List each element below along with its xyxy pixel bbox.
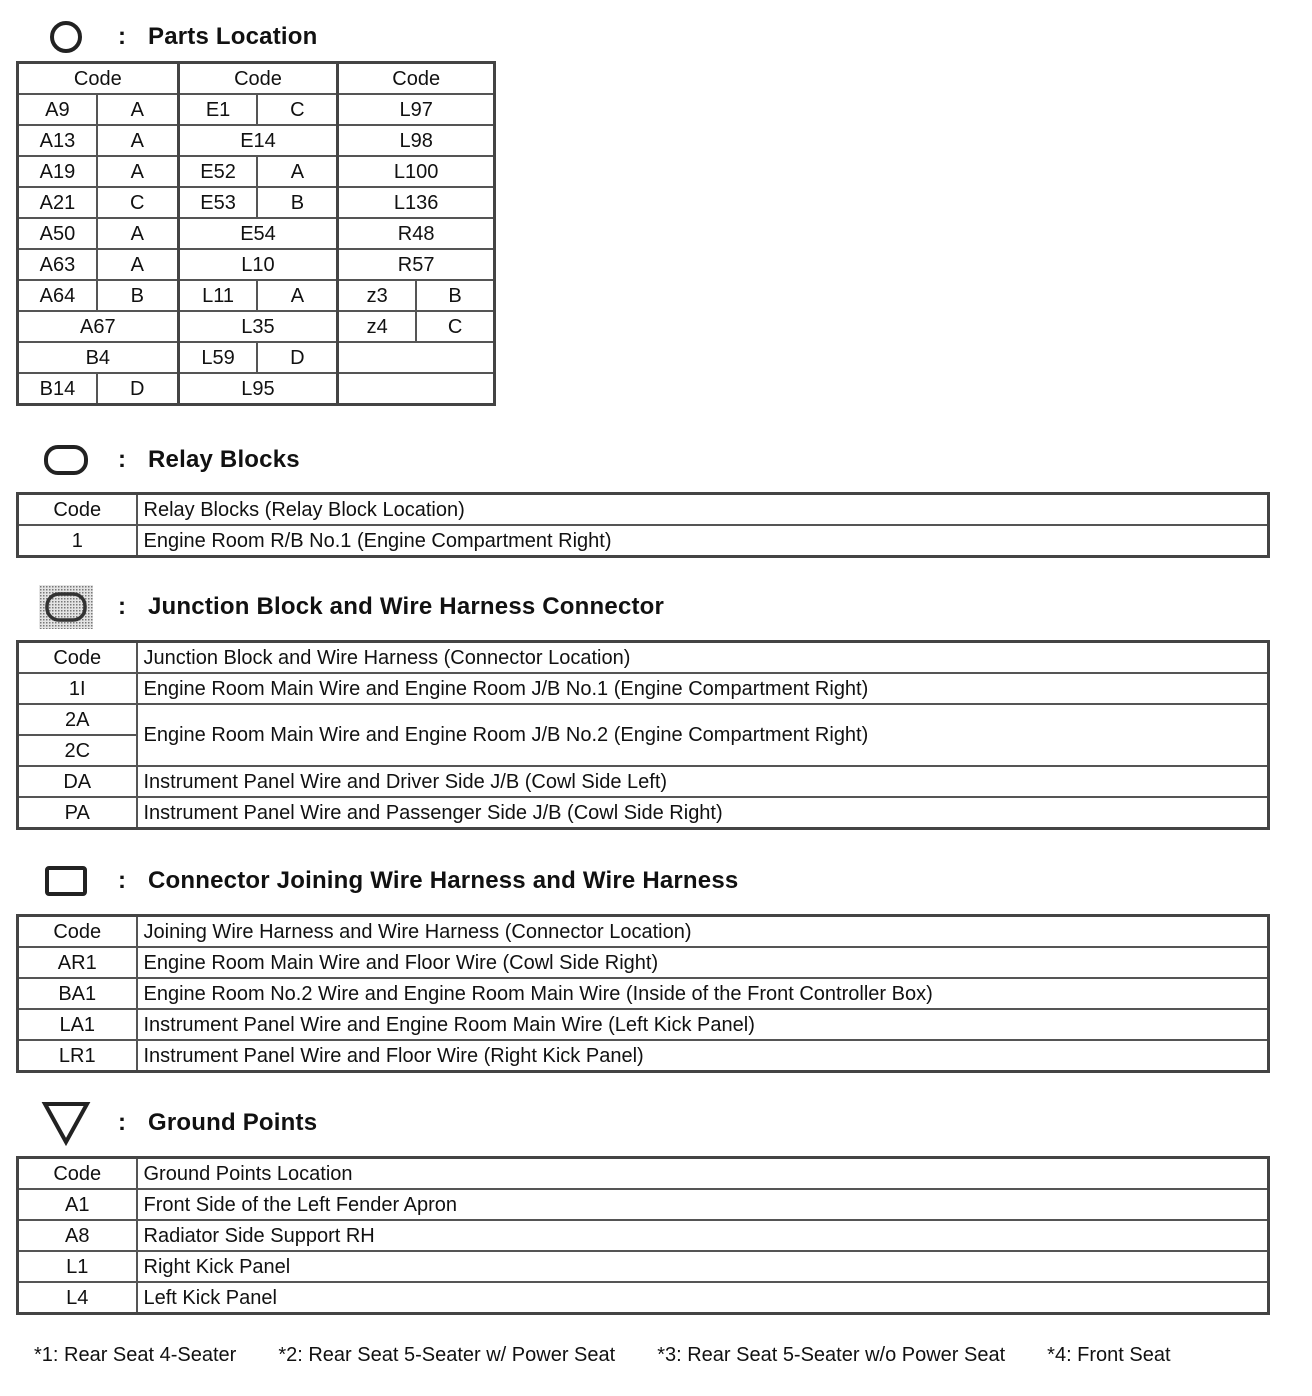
code-cell: B14 <box>18 373 97 405</box>
code-cell: A64 <box>18 280 97 311</box>
location-cell: Instrument Panel Wire and Passenger Side J/B (Cowl Side Right) <box>137 797 1269 829</box>
location-cell: Engine Room No.2 Wire and Engine Room Main Wire (Inside of the Front Controller Box) <box>137 978 1269 1009</box>
ground-points-heading <box>36 1098 317 1148</box>
table-row <box>18 704 1269 735</box>
table-header-row <box>18 642 1269 674</box>
code-cell: L95 <box>178 373 338 405</box>
code-cell: A <box>97 125 178 156</box>
code-cell: B <box>416 280 494 311</box>
parts-location-table <box>16 61 496 406</box>
location-cell: Instrument Panel Wire and Floor Wire (Right Kick Panel) <box>137 1040 1269 1072</box>
header-cell: Code <box>338 63 495 95</box>
table-row <box>18 156 495 187</box>
square-icon <box>36 856 96 906</box>
code-cell: D <box>257 342 337 373</box>
code-cell: A <box>257 156 337 187</box>
code-cell: A <box>257 280 337 311</box>
table-row <box>18 94 495 125</box>
table-header-row <box>18 916 1269 948</box>
location-cell: Right Kick Panel <box>137 1251 1269 1282</box>
header-cell: Joining Wire Harness and Wire Harness (Connector Location) <box>137 916 1269 948</box>
table-row <box>18 342 495 373</box>
code-cell: L136 <box>338 187 495 218</box>
junction-blocks-heading <box>36 582 664 632</box>
table-row <box>18 1251 1269 1282</box>
code-cell: z3 <box>338 280 416 311</box>
table-row <box>18 1040 1269 1072</box>
table-row <box>18 125 495 156</box>
table-row <box>18 280 495 311</box>
header-cell: Ground Points Location <box>137 1158 1269 1190</box>
code-cell: C <box>416 311 494 342</box>
code-cell: LR1 <box>18 1040 137 1072</box>
table-header-row <box>18 63 495 95</box>
code-cell: A <box>97 156 178 187</box>
footnote: *3: Rear Seat 5-Seater w/o Power Seat <box>657 1344 1006 1366</box>
code-cell: C <box>257 94 337 125</box>
code-cell: L4 <box>18 1282 137 1314</box>
heading-colon: : <box>118 446 126 473</box>
table-row <box>18 1189 1269 1220</box>
code-cell: A67 <box>18 311 179 342</box>
footnote: *2: Rear Seat 5-Seater w/ Power Seat <box>278 1344 616 1366</box>
code-cell: BA1 <box>18 978 137 1009</box>
code-cell: A21 <box>18 187 97 218</box>
code-cell: E14 <box>178 125 338 156</box>
code-cell: R57 <box>338 249 495 280</box>
empty-cell <box>338 342 495 373</box>
code-cell: PA <box>18 797 137 829</box>
table-row <box>18 218 495 249</box>
code-cell: A19 <box>18 156 97 187</box>
connectors-heading <box>36 856 738 906</box>
code-cell: E53 <box>178 187 257 218</box>
footnotes <box>34 1344 1294 1367</box>
connectors-table <box>16 914 1270 1073</box>
header-cell: Code <box>18 1158 137 1190</box>
relay-blocks-heading <box>36 435 300 485</box>
location-cell: Engine Room Main Wire and Engine Room J/B No.2 (Engine Compartment Right) <box>137 704 1269 766</box>
table-row <box>18 249 495 280</box>
header-cell: Code <box>178 63 338 95</box>
footnote: *4: Front Seat <box>1047 1344 1171 1366</box>
heading-colon: : <box>118 593 126 620</box>
table-header-row <box>18 494 1269 526</box>
code-cell: 1I <box>18 673 137 704</box>
table-row <box>18 978 1269 1009</box>
code-cell: L35 <box>178 311 338 342</box>
code-cell: A1 <box>18 1189 137 1220</box>
section-title: Connector Joining Wire Harness and Wire Harness <box>148 867 739 894</box>
shaded-rounded-rect-icon <box>36 582 96 632</box>
section-title: Relay Blocks <box>148 446 300 473</box>
code-cell: A8 <box>18 1220 137 1251</box>
code-cell: L100 <box>338 156 495 187</box>
triangle-down-icon <box>36 1098 96 1148</box>
table-header-row <box>18 1158 1269 1190</box>
code-cell: 1 <box>18 525 137 557</box>
header-cell: Relay Blocks (Relay Block Location) <box>137 494 1269 526</box>
code-cell: E52 <box>178 156 257 187</box>
code-cell: A50 <box>18 218 97 249</box>
location-cell: Engine Room R/B No.1 (Engine Compartment Right) <box>137 525 1269 557</box>
table-row <box>18 373 495 405</box>
code-cell: DA <box>18 766 137 797</box>
rounded-rect-icon <box>36 435 96 485</box>
code-cell: L10 <box>178 249 338 280</box>
location-cell: Left Kick Panel <box>137 1282 1269 1314</box>
section-title: Junction Block and Wire Harness Connector <box>148 593 665 620</box>
code-cell: A <box>97 94 178 125</box>
heading-colon: : <box>118 1109 126 1136</box>
table-row <box>18 525 1269 557</box>
code-cell: R48 <box>338 218 495 249</box>
table-row <box>18 1282 1269 1314</box>
location-cell: Radiator Side Support RH <box>137 1220 1269 1251</box>
heading-colon: : <box>118 867 126 894</box>
header-cell: Junction Block and Wire Harness (Connector Location) <box>137 642 1269 674</box>
code-cell: E1 <box>178 94 257 125</box>
code-cell: AR1 <box>18 947 137 978</box>
code-cell: L1 <box>18 1251 137 1282</box>
code-cell: B <box>257 187 337 218</box>
code-cell: L11 <box>178 280 257 311</box>
table-row <box>18 187 495 218</box>
code-cell: A9 <box>18 94 97 125</box>
code-cell: B4 <box>18 342 179 373</box>
table-row <box>18 947 1269 978</box>
code-cell: L98 <box>338 125 495 156</box>
code-cell: L59 <box>178 342 257 373</box>
header-cell: Code <box>18 642 137 674</box>
location-cell: Instrument Panel Wire and Driver Side J/B (Cowl Side Left) <box>137 766 1269 797</box>
location-cell: Front Side of the Left Fender Apron <box>137 1189 1269 1220</box>
code-cell: 2C <box>18 735 137 766</box>
code-cell: C <box>97 187 178 218</box>
table-row <box>18 1220 1269 1251</box>
empty-cell <box>338 373 495 405</box>
code-cell: A63 <box>18 249 97 280</box>
section-title: Parts Location <box>148 23 318 50</box>
header-cell: Code <box>18 63 179 95</box>
heading-colon: : <box>118 23 126 50</box>
code-cell: D <box>97 373 178 405</box>
table-row <box>18 797 1269 829</box>
header-cell: Code <box>18 494 137 526</box>
section-title: Ground Points <box>148 1109 318 1136</box>
code-cell: z4 <box>338 311 416 342</box>
header-cell: Code <box>18 916 137 948</box>
table-row <box>18 766 1269 797</box>
code-cell: 2A <box>18 704 137 735</box>
table-row <box>18 1009 1269 1040</box>
relay-blocks-table <box>16 492 1270 558</box>
location-cell: Engine Room Main Wire and Engine Room J/B No.1 (Engine Compartment Right) <box>137 673 1269 704</box>
code-cell: A <box>97 249 178 280</box>
circle-icon <box>36 12 96 62</box>
code-cell: A13 <box>18 125 97 156</box>
ground-points-table <box>16 1156 1270 1315</box>
code-cell: L97 <box>338 94 495 125</box>
table-row <box>18 673 1269 704</box>
junction-blocks-table <box>16 640 1270 830</box>
code-cell: B <box>97 280 178 311</box>
code-cell: E54 <box>178 218 338 249</box>
code-cell: LA1 <box>18 1009 137 1040</box>
location-cell: Engine Room Main Wire and Floor Wire (Cowl Side Right) <box>137 947 1269 978</box>
footnote: *1: Rear Seat 4-Seater <box>34 1344 237 1366</box>
parts-location-heading <box>36 12 318 62</box>
location-cell: Instrument Panel Wire and Engine Room Main Wire (Left Kick Panel) <box>137 1009 1269 1040</box>
code-cell: A <box>97 218 178 249</box>
table-row <box>18 311 495 342</box>
